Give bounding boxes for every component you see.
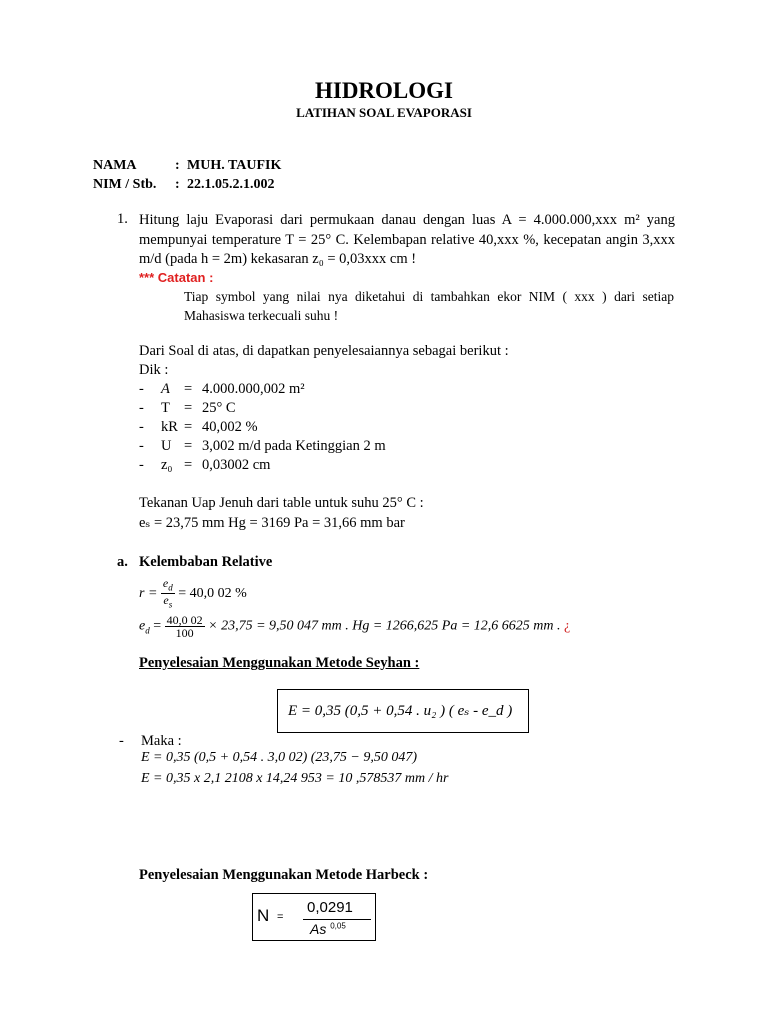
nim-label: NIM / Stb.: [93, 177, 157, 192]
given-symbol: A: [161, 381, 170, 397]
fraction-denominator: 100: [175, 626, 194, 640]
fraction-denominator: e: [163, 593, 169, 608]
denominator-base: As: [310, 921, 327, 937]
inverted-question-mark: ¿: [564, 618, 571, 634]
denominator-exponent: 0,05: [330, 921, 346, 931]
seyhan-calc-line-1: E = 0,35 (0,5 + 0,54 . 3,0 02) (23,75 − 9,50 047): [141, 750, 418, 765]
given-symbol: kR: [161, 419, 178, 435]
name-label: NAMA: [93, 158, 137, 173]
given-value: 40,002 %: [202, 419, 258, 435]
given-dash: -: [139, 381, 144, 397]
seyhan-formula-box: [277, 689, 529, 733]
section-a-label: a.: [117, 554, 128, 570]
seyhan-calc-line-2: E = 0,35 x 2,1 2108 x 14,24 953 = 10 ,578537 mm / hr: [141, 771, 449, 786]
harbeck-n-label: N: [257, 906, 270, 925]
vapor-intro: Tekanan Uap Jenuh dari table untuk suhu 25° C :: [139, 495, 424, 511]
vapor-pressure-line: eₛ = 23,75 mm Hg = 3169 Pa = 31,66 mm bar: [139, 515, 405, 531]
problem-number: 1.: [117, 211, 128, 227]
given-dash: -: [139, 457, 144, 473]
page-subtitle: LATIHAN SOAL EVAPORASI: [296, 105, 472, 120]
maka-dash: -: [119, 733, 124, 749]
solution-intro: Dari Soal di atas, di dapatkan penyelesaiannya sebagai berikut :: [139, 343, 509, 359]
nim-separator: :: [175, 177, 180, 192]
denominator-subscript: s: [168, 599, 173, 610]
formula-lhs: r =: [139, 586, 158, 602]
harbeck-numerator: 0,0291: [307, 899, 353, 916]
problem-text: Hitung laju Evaporasi dari permukaan danau dengan luas A = 4.000.000,xxx m² yang mempunyai temperature T = 25° C. Kelembapan relative 40,xxx %, kecepatan angin 3,xxx m/d (pada h = 2m) kekasaran z₀ = 0,03xxx cm !: [139, 212, 675, 267]
harbeck-heading: Penyelesaian Menggunakan Metode Harbeck :: [139, 867, 429, 883]
dik-label: Dik :: [139, 362, 169, 378]
relative-humidity-formula: [139, 577, 247, 611]
formula-rhs: = 40,0 02 %: [178, 586, 247, 602]
vapor-pressure-formula: [139, 614, 570, 639]
given-row: [0, 419, 768, 438]
given-equals: =: [184, 457, 193, 473]
given-value: 3,002 m/d pada Ketinggian 2 m: [202, 438, 386, 454]
given-equals: =: [184, 419, 193, 435]
fraction: [161, 577, 175, 611]
formula-lhs: e: [139, 618, 146, 634]
given-equals: =: [184, 381, 193, 397]
fraction-line: [303, 919, 371, 920]
seyhan-formula: E = 0,35 (0,5 + 0,54 . u₂ ) ( eₛ - e_d ): [288, 703, 513, 719]
maka-label: Maka :: [141, 733, 182, 749]
given-row: [0, 381, 768, 400]
given-value: 25° C: [202, 400, 236, 416]
numerator-subscript: d: [168, 582, 173, 593]
name-value: MUH. TAUFIK: [187, 158, 282, 173]
given-equals: =: [184, 400, 193, 416]
name-row: [0, 158, 768, 176]
given-dash: -: [139, 400, 144, 416]
given-row: [0, 400, 768, 419]
given-equals: =: [184, 438, 193, 454]
harbeck-equals: =: [277, 911, 284, 923]
section-a-title: Kelembaban Relative: [139, 554, 273, 570]
harbeck-denominator: [310, 921, 346, 937]
equals-sign: =: [153, 618, 162, 634]
nim-value: 22.1.05.2.1.002: [187, 177, 275, 192]
name-separator: :: [175, 158, 180, 173]
given-symbol: T: [161, 400, 170, 416]
fraction-numerator: e: [162, 576, 169, 590]
fraction: [165, 614, 205, 639]
fraction-numerator: 40,0 02: [166, 613, 203, 627]
harbeck-formula-box: [252, 893, 376, 941]
page-title: HIDROLOGI: [314, 78, 454, 103]
given-dash: -: [139, 438, 144, 454]
formula-rhs: × 23,75 = 9,50 047 mm . Hg = 1266,625 Pa = 12,6 6625 mm .: [208, 618, 561, 634]
given-symbol: U: [161, 438, 172, 454]
nim-row: [0, 177, 768, 195]
lhs-subscript: d: [145, 625, 150, 636]
note-text: Tiap symbol yang nilai nya diketahui di tambahkan ekor NIM ( xxx ) dari setiap Mahasiswa terkecuali suhu !: [184, 289, 674, 323]
note-label: *** Catatan :: [139, 270, 214, 285]
seyhan-heading: Penyelesaian Menggunakan Metode Seyhan :: [139, 655, 420, 671]
given-dash: -: [139, 419, 144, 435]
given-value: 0,03002 cm: [202, 457, 271, 473]
given-symbol: z₀: [161, 457, 173, 473]
given-row: [0, 438, 768, 457]
given-row: [0, 457, 768, 476]
given-value: 4.000.000,002 m²: [202, 381, 305, 397]
